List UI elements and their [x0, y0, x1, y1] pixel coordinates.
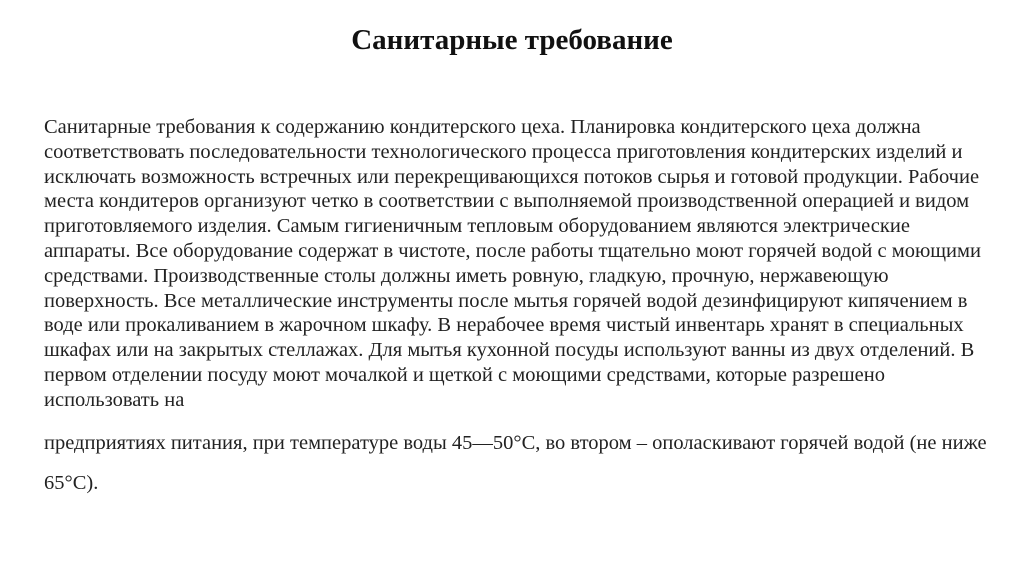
- body-paragraph-tail: предприятиях питания, при температуре воды 45—50°С, во втором – ополаскивают горячей водой (не ниже 65°С).: [44, 431, 987, 494]
- slide-body: [44, 115, 994, 503]
- slide-title: Санитарные требование: [351, 24, 673, 56]
- body-paragraph-main: Санитарные требования к содержанию кондитерского цеха. Планировка кондитерского цеха должна соответствовать последовательности технологического процесса приготовления кондитерских изделий и исключать возможность встречных или перекрещивающихся потоков сырья и готовой продукции. Рабочие места кондитеров организуют четко в соответствии с выполняемой производственной операцией и видом приготовляемого изделия. Самым гигиеничным тепловым оборудованием являются электрические аппараты. Все оборудование содержат в чистоте, после работы тщательно моют горячей водой с моющими средствами. Производственные столы должны иметь ровную, гладкую, прочную, нержавеющую поверхность. Все металлические инструменты после мытья горячей водой дезинфицируют кипячением в воде или прокаливанием в жарочном шкафу. В нерабочее время чистый инвентарь хранят в специальных шкафах или на закрытых стеллажах. Для мытья кухонной посуды используют ванны из двух отделений. В первом отделении посуду моют мочалкой и щеткой с моющими средствами, которые разрешено использовать на: [44, 116, 981, 411]
